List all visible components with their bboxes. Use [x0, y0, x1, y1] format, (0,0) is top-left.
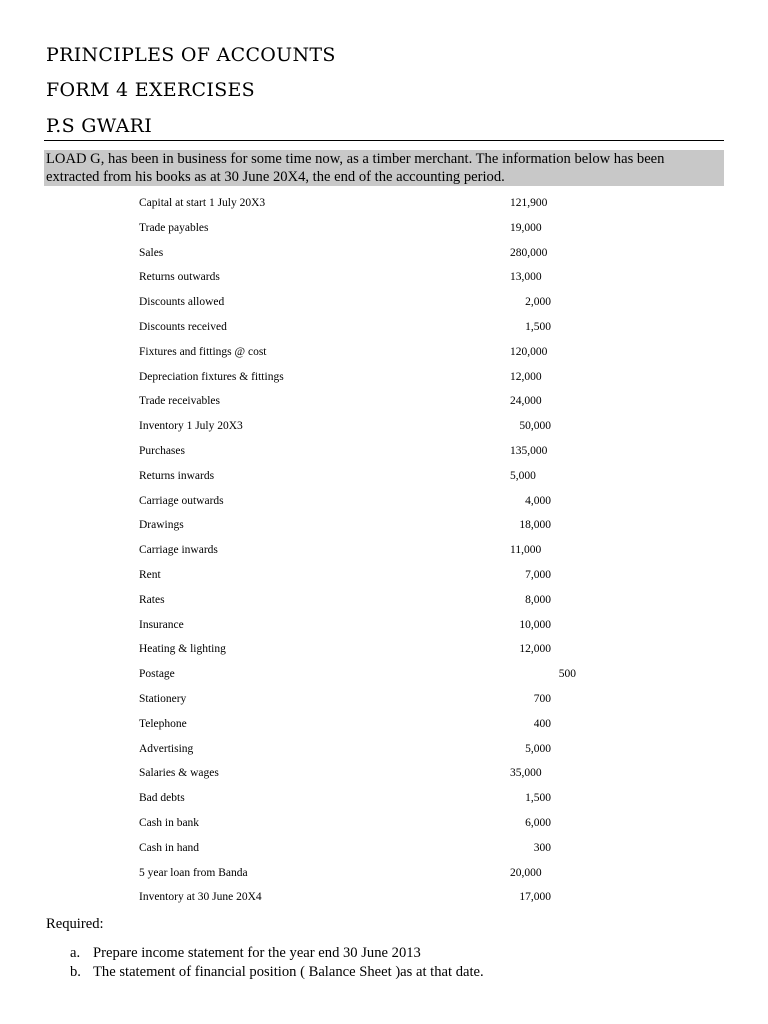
ledger-row [0, 739, 768, 759]
ledger-label: Insurance [139, 618, 184, 631]
ledger-amount: 5,000 [525, 742, 551, 755]
ledger-amount: 4,000 [525, 494, 551, 507]
intro-line: LOAD G, has been in business for some time now, as a timber merchant. The information below has been [46, 151, 665, 167]
ledger-label: Salaries & wages [139, 767, 219, 780]
ledger-label: Rent [139, 569, 161, 581]
ledger-amount: 13,000 [510, 271, 542, 284]
ledger-row [0, 863, 768, 883]
ledger-amount: 17,000 [519, 891, 551, 904]
ledger-amount: 11,000 [510, 544, 542, 557]
ledger-label: Sales [139, 246, 164, 259]
ledger-row [0, 218, 768, 238]
ledger-label: Rates [139, 593, 165, 606]
ledger-label: Fixtures and fittings @ cost [139, 345, 267, 358]
list-marker: a. [70, 945, 81, 961]
document-title: PRINCIPLES OF ACCOUNTS [46, 44, 336, 66]
ledger-row [0, 540, 768, 560]
ledger-amount: 135,000 [510, 445, 548, 457]
ledger-label: Telephone [139, 717, 187, 730]
ledger-label: Depreciation fixtures & fittings [139, 370, 284, 383]
ledger-amount: 35,000 [510, 767, 542, 780]
ledger-row [0, 367, 768, 387]
ledger-label: Carriage inwards [139, 544, 218, 557]
ledger-row [0, 813, 768, 833]
ledger-label: Trade payables [139, 221, 209, 234]
list-marker: b. [70, 964, 81, 980]
ledger-label: Discounts received [139, 321, 227, 333]
ledger-row [0, 763, 768, 783]
ledger-amount: 10,000 [519, 618, 551, 631]
ledger-row [0, 639, 768, 659]
ledger-row [0, 317, 768, 337]
ledger-row [0, 193, 768, 213]
ledger-amount: 400 [533, 717, 551, 730]
required-item-text: Prepare income statement for the year end 30 June 2013 [93, 945, 421, 961]
ledger-row [0, 515, 768, 535]
ledger-row [0, 466, 768, 486]
ledger-row [0, 838, 768, 858]
ledger-row [0, 391, 768, 411]
ledger-label: Discounts allowed [139, 296, 225, 309]
ledger-row [0, 689, 768, 709]
ledger-label: Stationery [139, 693, 187, 705]
ledger-amount: 8,000 [525, 593, 551, 606]
ledger-amount: 5,000 [510, 469, 536, 482]
ledger-label: Carriage outwards [139, 494, 224, 507]
ledger-label: Purchases [139, 445, 185, 457]
ledger-amount: 50,000 [519, 420, 551, 433]
ledger-row [0, 714, 768, 734]
ledger-row [0, 342, 768, 362]
ledger-row [0, 441, 768, 461]
ledger-row [0, 590, 768, 610]
ledger-label: 5 year loan from Banda [139, 866, 248, 879]
ledger-label: Cash in hand [139, 841, 200, 854]
header-divider [44, 140, 724, 141]
ledger-row [0, 491, 768, 511]
ledger-label: Advertising [139, 742, 194, 755]
ledger-amount: 500 [558, 668, 576, 681]
intro-line: extracted from his books as at 30 June 20X4, the end of the accounting period. [46, 169, 505, 185]
ledger-row [0, 887, 768, 907]
ledger-label: Drawings [139, 519, 184, 532]
ledger-row [0, 416, 768, 436]
ledger-amount: 12,000 [519, 643, 551, 656]
ledger-amount: 24,000 [510, 395, 542, 408]
ledger-amount: 2,000 [525, 296, 551, 309]
ledger-amount: 7,000 [525, 569, 551, 581]
document-subtitle: FORM 4 EXERCISES [46, 79, 256, 101]
ledger-amount: 1,500 [525, 321, 551, 333]
ledger-amount: 19,000 [510, 221, 542, 234]
ledger-amount: 1,500 [525, 792, 551, 805]
ledger-label: Capital at start 1 July 20X3 [139, 197, 266, 209]
ledger-amount: 300 [533, 841, 551, 854]
ledger-row [0, 788, 768, 808]
ledger-row [0, 292, 768, 312]
ledger-row [0, 267, 768, 287]
intro-paragraph [44, 150, 724, 186]
document-author: P.S GWARI [46, 115, 153, 137]
ledger-amount: 12,000 [510, 370, 542, 383]
ledger-row [0, 243, 768, 263]
ledger-label: Bad debts [139, 792, 185, 805]
ledger-label: Trade receivables [139, 395, 220, 408]
ledger-amount: 20,000 [510, 866, 542, 879]
ledger-row [0, 664, 768, 684]
ledger-amount: 121,900 [510, 197, 548, 209]
ledger-label: Inventory at 30 June 20X4 [139, 891, 262, 904]
ledger-row [0, 615, 768, 635]
ledger-row [0, 565, 768, 585]
required-heading: Required: [46, 916, 104, 932]
ledger-label: Returns inwards [139, 469, 215, 482]
ledger-label: Returns outwards [139, 271, 220, 284]
ledger-amount: 280,000 [510, 246, 548, 259]
ledger-amount: 120,000 [510, 345, 548, 358]
ledger-label: Postage [139, 668, 175, 681]
required-item [0, 944, 768, 962]
ledger-label: Cash in bank [139, 817, 200, 829]
ledger-label: Inventory 1 July 20X3 [139, 420, 243, 433]
ledger-amount: 18,000 [519, 519, 551, 532]
ledger-amount: 6,000 [525, 817, 551, 829]
required-item-text: The statement of financial position ( Balance Sheet )as at that date. [93, 964, 484, 980]
ledger-label: Heating & lighting [139, 643, 226, 656]
ledger-amount: 700 [533, 693, 551, 705]
required-item [0, 963, 768, 981]
